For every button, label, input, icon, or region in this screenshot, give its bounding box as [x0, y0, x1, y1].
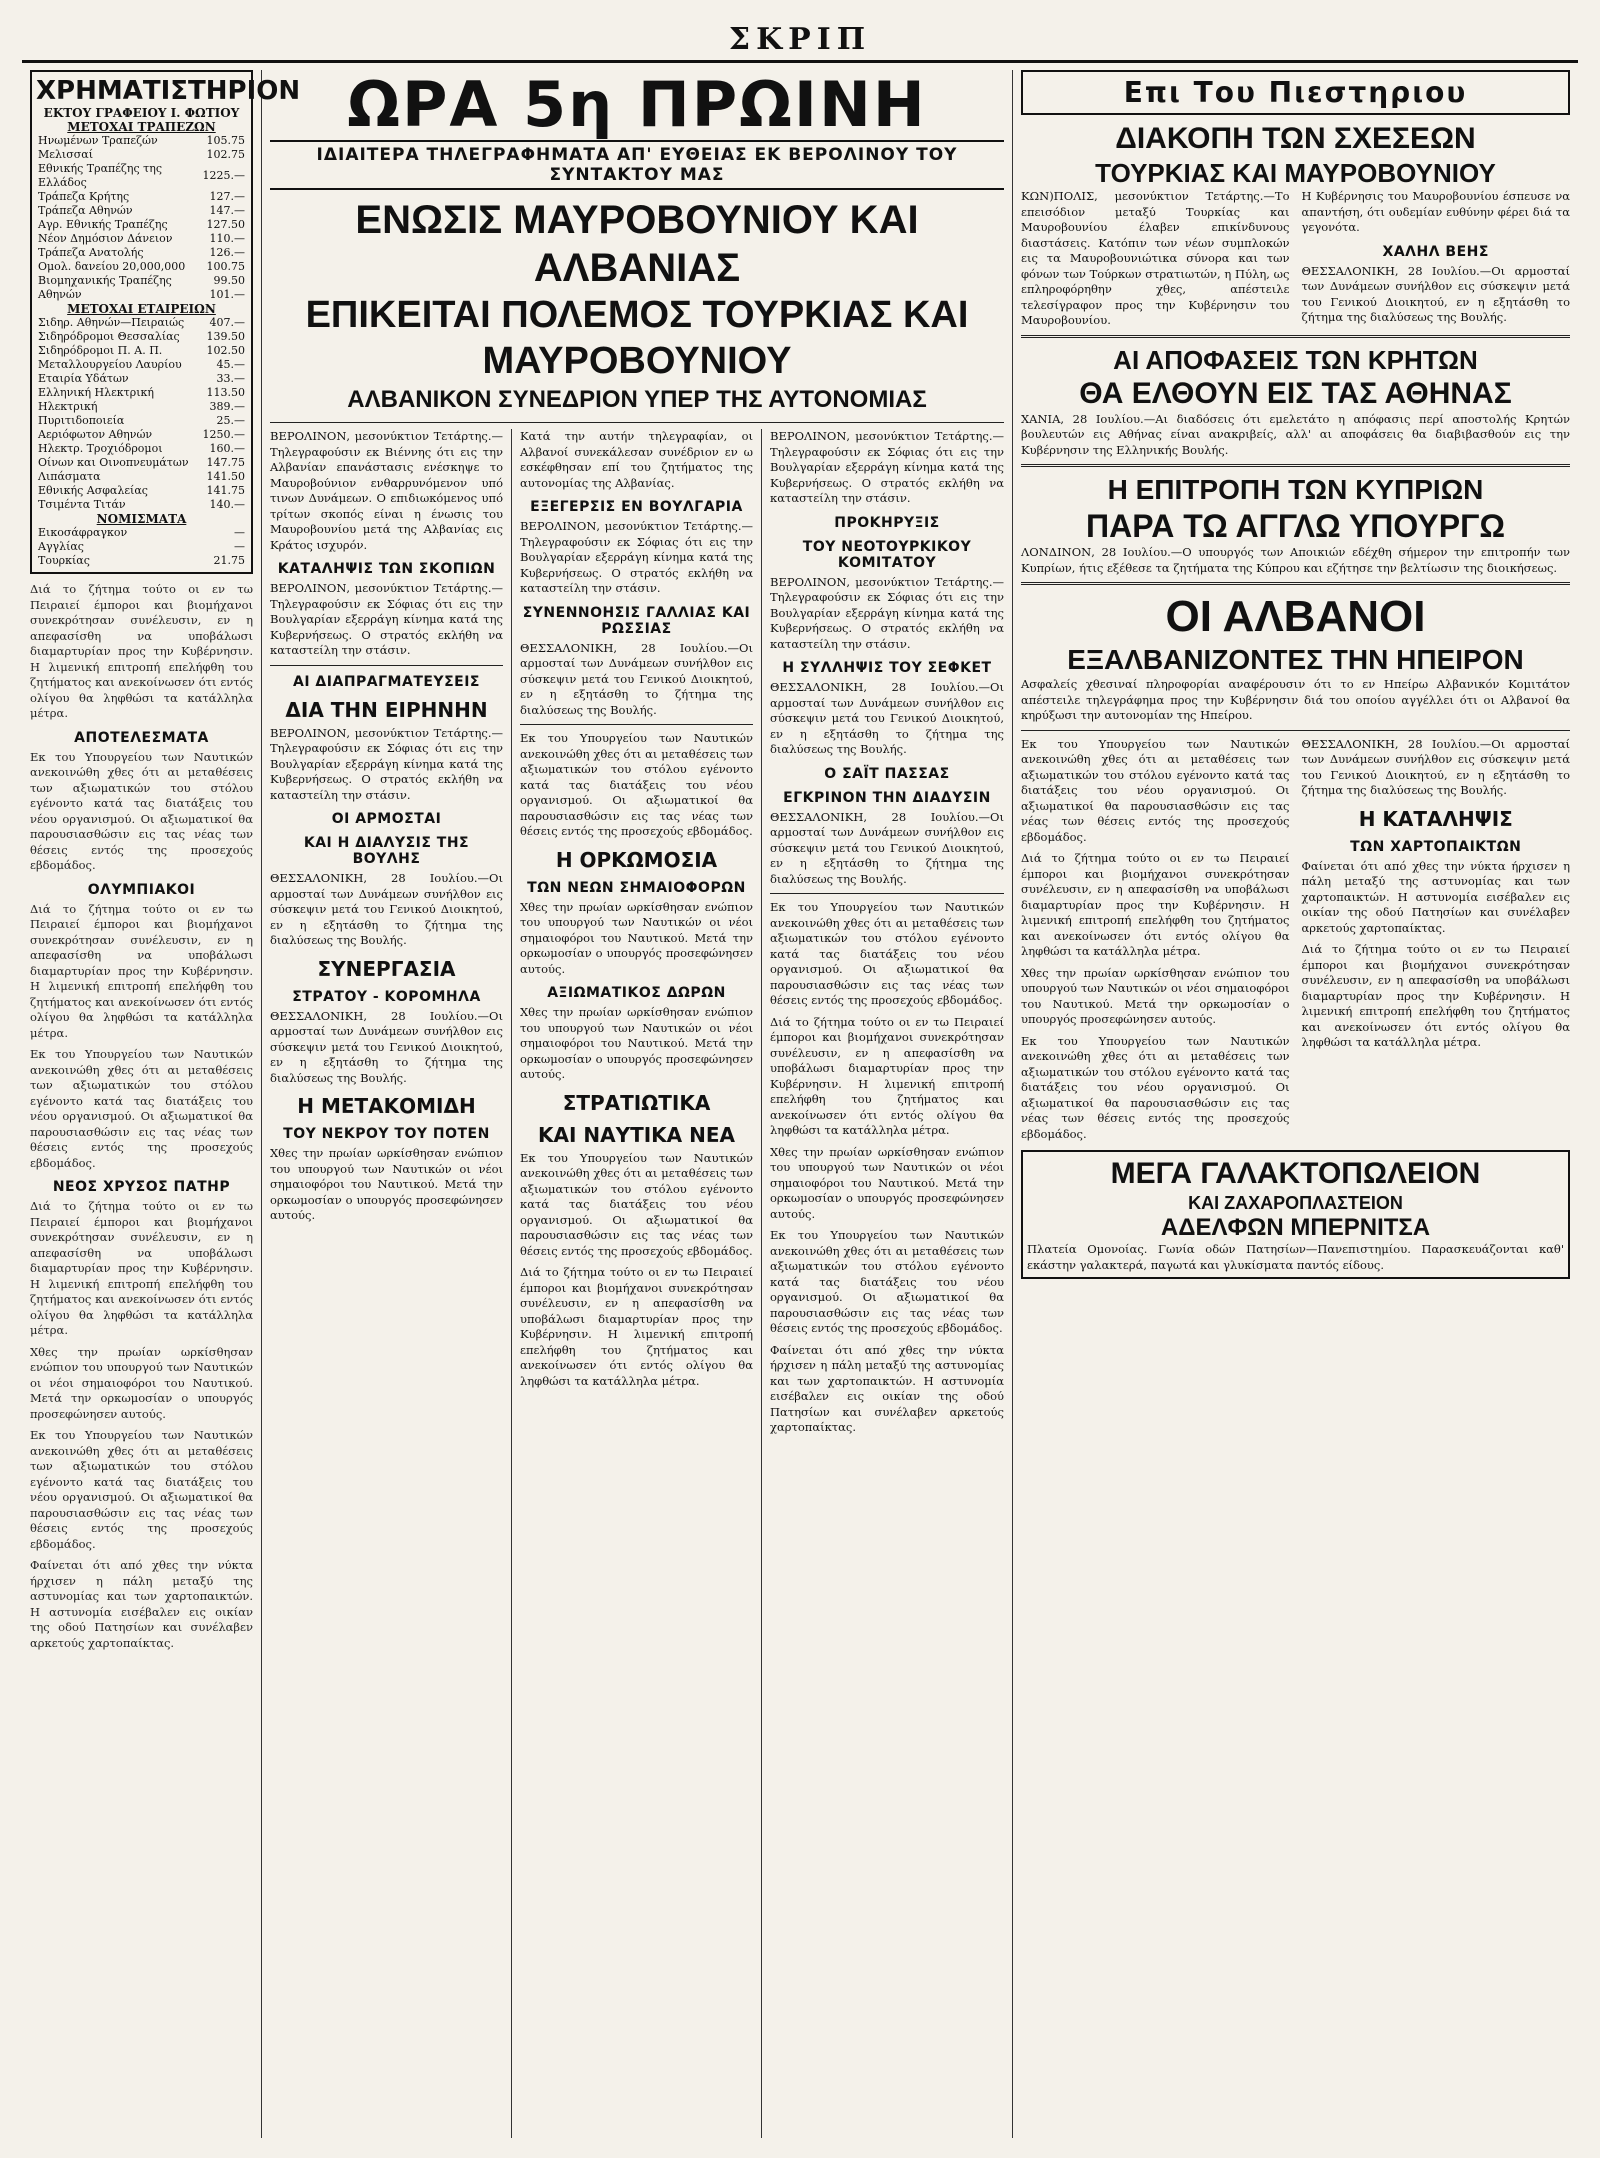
market-row — [36, 358, 247, 372]
market-value: — — [234, 526, 245, 539]
market-row — [36, 456, 247, 470]
lead-banner: ΙΔΙΑΙΤΕΡΑ ΤΗΛΕΓΡΑΦΗΜΑΤΑ ΑΠ' ΕΥΘΕΙΑΣ ΕΚ ΒΕΡΟΛΙΝΟΥ ΤΟΥ ΣΥΝΤΑΚΤΟΥ ΜΑΣ — [270, 140, 1004, 190]
crete-text: ΧΑΝΙΑ, 28 Ιουλίου.—Αι διαδόσεις ότι εμελετάτο η απόφασις περί αποστολής Κρητών βουλευτών εις Αθήνας είναι ανακριβείς, αλλ' αι αποφάσεις θα διαβιβασθούν εις την Κυβέρνησιν της Ελληνικής Βουλής. — [1021, 411, 1570, 457]
headline-metakomidi-a: Η ΜΕΤΑΚΟΜΙΔΗ — [297, 1094, 476, 1118]
lead-headline-2: ΕΠΙΚΕΙΤΑΙ ΠΟΛΕΜΟΣ ΤΟΥΡΚΙΑΣ ΚΑΙ ΜΑΥΡΟΒΟΥΝΙΟΥ — [305, 294, 969, 382]
article-text: Εκ του Υπουργείου των Ναυτικών ανεκοινώθη χθες ότι αι μεταθέσεις των αξιωματικών του στόλου εγένοντο κατά τας διατάξεις του νέου οργανισμού. Οι αξιωματικοί θα παρουσιασθώσιν εις τας νέας των θέσεις εντός της προσεχούς εβδομάδος. — [30, 749, 253, 872]
market-name: Ομολ. δανείου 20,000,000 — [38, 260, 186, 273]
market-name: Μεταλλουργείου Λαυρίου — [38, 358, 182, 371]
market-row — [36, 540, 247, 554]
market-value: 105.75 — [206, 134, 245, 147]
article-text: ΘΕΣΣΑΛΟΝΙΚΗ, 28 Ιουλίου.—Οι αρμοσταί των Δυνάμεων συνήλθον εις σύσκεψιν μετά του Γενικού Διοικητού, εν η εξητάσθη το ζήτημα της διαλύσεως της Βουλής. — [1301, 263, 1570, 324]
headline-metakomidi-b: ΤΟΥ ΝΕΚΡΟΥ ΤΟΥ ΠΟΤΕΝ — [283, 1126, 490, 1142]
market-row — [36, 386, 247, 400]
market-value: 33.— — [216, 372, 245, 385]
article-text: ΒΕΡΟΛΙΝΟΝ, μεσονύκτιον Τετάρτης.—Τηλεγραφούσιν εκ Σόφιας ότι εις την Βουλγαρίαν εξερράγη κίνημα κατά της Κυβερνήσεως. Ο στρατός εκλήθη να καταστείλη την στάσιν. — [270, 581, 503, 657]
market-value: 101.— — [209, 288, 245, 301]
albanians-text: Ασφαλείς χθεσιναί πληροφορίαι αναφέρουσιν ότι το εν Ηπείρω Αλβανικόν Κομιτάτον απέστειλε τηλεγράφημα προς την Κυβέρνησιν διά του οποίου αγγέλλει ότι οι Αλβανοί θα κηρύξωσι την αυτονομίαν της Ηπείρου. — [1021, 677, 1570, 722]
market-value: 127.50 — [206, 218, 245, 231]
headline-armostai-a: ΟΙ ΑΡΜΟΣΤΑΙ — [331, 811, 442, 827]
market-name: Εταιρία Υδάτων — [38, 372, 129, 385]
market-row — [36, 134, 247, 148]
market-name: Ηλεκτρική — [38, 400, 98, 413]
headline-synergasia-a: ΣΥΝΕΡΓΑΣΙΑ — [317, 956, 456, 981]
ad-text: Πλατεία Ομονοίας. Γωνία οδών Πατησίων—Πανεπιστημίου. Παρασκευάζονται καθ' εκάστην γαλακτερά, παγωτά και γλυκίσματα παντός είδους. — [1027, 1242, 1564, 1272]
market-name: Τράπεζα Ανατολής — [38, 246, 144, 259]
market-row — [36, 274, 247, 288]
market-name: Αγρ. Εθνικής Τραπέζης — [38, 218, 168, 231]
article-text: ΘΕΣΣΑΛΟΝΙΚΗ, 28 Ιουλίου.—Οι αρμοσταί των Δυνάμεων συνήλθον εις σύσκεψιν μετά του Γενικού Διοικητού, εν η εξητάσθη το ζήτημα της διαλύσεως της Βουλής. — [770, 809, 1004, 886]
market-name: Σιδηρόδρομοι Θεσσαλίας — [38, 330, 180, 343]
lead-columns — [262, 429, 1012, 2138]
albanians-headline-a: ΟΙ ΑΛΒΑΝΟΙ — [1165, 592, 1426, 641]
cyprus-headline-b: ΠΑΡΑ ΤΩ ΑΓΓΛΩ ΥΠΟΥΡΓΩ — [1086, 508, 1505, 544]
market-value: 45.— — [216, 358, 245, 371]
article-text: Διά το ζήτημα τούτο οι εν τω Πειραιεί έμποροι και βιομήχανοι συνεκρότησαν συνέλευσιν, εν η απεφασίσθη να υποβάλωσι διαμαρτυρίαν προς την Κυβέρνησιν. Η λιμενική επιτροπή επελήφθη του ζητήματος και ανεκοίνωσεν ότι εντός ολίγου θα ληφθώσι τα κατάλληλα μέτρα. — [1021, 851, 1290, 958]
article-text: Χθες την πρωίαν ωρκίσθησαν ενώπιον του υπουργού των Ναυτικών οι νέοι σημαιοφόροι του Ναυτικού. Μετά την ορκωμοσίαν ο υπουργός προσεφώνησεν αυτούς. — [520, 1005, 753, 1081]
market-value: 160.— — [209, 442, 245, 455]
lead-area — [262, 70, 1013, 2138]
headline-france: ΣΥΝΕΝΝΟΗΣΙΣ ΓΑΛΛΙΑΣ ΚΑΙ ΡΩΣΣΙΑΣ — [522, 604, 751, 637]
market-name: Αγγλίας — [38, 540, 84, 553]
market-value: 141.50 — [206, 470, 245, 483]
market-box — [30, 70, 301, 574]
column-3 — [512, 429, 762, 2138]
market-name: Μελισσαί — [38, 148, 94, 161]
article-text: Διά το ζήτημα τούτο οι εν τω Πειραιεί έμποροι και βιομήχανοι συνεκρότησαν συνέλευσιν, εν η απεφασίσθη να υποβάλωσι διαμαρτυρίαν προς την Κυβέρνησιν. Η λιμενική επιτροπή επελήφθη του ζητήματος και ανεκοίνωσεν ότι εντός ολίγου θα ληφθώσι τα κατάλληλα μέτρα. — [1301, 942, 1570, 1049]
article-text: Φαίνεται ότι από χθες την νύκτα ήρχισεν η πάλη μεταξύ της αστυνομίας και των χαρτοπαικτών. Η αστυνομία εισέβαλεν εις οικίαν της οδού Πατησίων και συνέλαβεν αρκετούς χαρτοπαίκτας. — [30, 1558, 253, 1650]
column-market — [22, 70, 301, 2138]
article-text: Εκ του Υπουργείου των Ναυτικών ανεκοινώθη χθες ότι αι μεταθέσεις των αξιωματικών του στόλου εγένοντο κατά τας διατάξεις του νέου οργανισμού. Οι αξιωματικοί θα παρουσιασθώσιν εις τας νέας των θέσεις εντός της προσεχούς εβδομάδος. — [520, 1150, 753, 1258]
article-text: Χθες την πρωίαν ωρκίσθησαν ενώπιον του υπουργού των Ναυτικών οι νέοι σημαιοφόροι του Ναυτικού. Μετά την ορκωμοσίαν ο υπουργός προσεφώνησεν αυτούς. — [1021, 965, 1290, 1026]
article-text: ΒΕΡΟΛΙΝΟΝ, μεσονύκτιον Τετάρτης.—Τηλεγραφούσιν εκ Σόφιας ότι εις την Βουλγαρίαν εξερράγη κίνημα κατά της Κυβερνήσεως. Ο στρατός εκλήθη να καταστείλη την στάσιν. — [770, 574, 1004, 651]
article-text: Εκ του Υπουργείου των Ναυτικών ανεκοινώθη χθες ότι αι μεταθέσεις των αξιωματικών του στόλου εγένοντο κατά τας διατάξεις του νέου οργανισμού. Οι αξιωματικοί θα παρουσιασθώσιν εις τας νέας των θέσεις εντός της προσεχούς εβδομάδος. — [770, 900, 1004, 1007]
right-headline-1: ΔΙΑΚΟΠΗ ΤΩΝ ΣΧΕΣΕΩΝ — [1115, 122, 1476, 155]
market-table-coins — [36, 526, 247, 568]
market-name: Νέον Δημόσιον Δάνειον — [38, 232, 173, 245]
market-row — [36, 148, 247, 162]
market-value: 25.— — [216, 414, 245, 427]
market-value: — — [234, 540, 245, 553]
ad-headline-b: ΚΑΙ ΖΑΧΑΡΟΠΛΑΣΤΕΙΟΝ — [1188, 1193, 1403, 1213]
right-lower-col-2 — [1302, 737, 1571, 1143]
market-name: Αθηνών — [38, 288, 82, 301]
ad-headline-a: ΜΕΓΑ ΓΑΛΑΚΤΟΠΩΛΕΙΟΝ — [1110, 1157, 1481, 1190]
market-name: Τουρκίας — [38, 554, 90, 567]
crete-headline-b: ΘΑ ΕΛΘΟΥΝ ΕΙΣ ΤΑΣ ΑΘΗΝΑΣ — [1079, 376, 1512, 410]
market-name: Τράπεζα Αθηνών — [38, 204, 133, 217]
article-text: Διά το ζήτημα τούτο οι εν τω Πειραιεί έμποροι και βιομήχανοι συνεκρότησαν συνέλευσιν, εν η απεφασίσθη να υποβάλωσι διαμαρτυρίαν προς την Κυβέρνησιν. Η λιμενική επιτροπή επελήφθη του ζητήματος και ανεκοίνωσεν ότι εντός ολίγου θα ληφθώσι τα κατάλληλα μέτρα. — [30, 582, 253, 720]
headline-proclamation-a: ΠΡΟΚΗΡΥΞΙΣ — [834, 514, 940, 531]
headline-olympic: ΟΛΥΜΠΙΑΚΟΙ — [87, 881, 196, 898]
market-section-banks: ΜΕΤΟΧΑΙ ΤΡΑΠΕΖΩΝ — [67, 120, 216, 134]
right-split-col — [1302, 189, 1571, 329]
article-text: Χθες την πρωίαν ωρκίσθησαν ενώπιον του υπουργού των Ναυτικών οι νέοι σημαιοφόροι του Ναυτικού. Μετά την ορκωμοσίαν ο υπουργός προσεφώνησεν αυτούς. — [270, 1146, 503, 1222]
article-text: ΒΕΡΟΛΙΝΟΝ, μεσονύκτιον Τετάρτης.—Τηλεγραφούσιν εκ Σόφιας ότι εις την Βουλγαρίαν εξερράγη κίνημα κατά της Κυβερνήσεως. Ο στρατός εκλήθη να καταστείλη την στάσιν. — [770, 429, 1004, 505]
right-banner: Επι Του Πιεστηριου — [1021, 70, 1570, 115]
market-value: 407.— — [209, 316, 245, 329]
right-headline-2: ΤΟΥΡΚΙΑΣ ΚΑΙ ΜΑΥΡΟΒΟΥΝΙΟΥ — [1095, 158, 1496, 188]
article-text: Εκ του Υπουργείου των Ναυτικών ανεκοινώθη χθες ότι αι μεταθέσεις των αξιωματικών του στόλου εγένοντο κατά τας διατάξεις του νέου οργανισμού. Οι αξιωματικοί θα παρουσιασθώσιν εις τας νέας των θέσεις εντός της προσεχούς εβδομάδος. — [30, 1047, 253, 1170]
cyprus-text: ΛΟΝΔΙΝΟΝ, 28 Ιουλίου.—Ο υπουργός των Αποικιών εδέχθη σήμερον την επιτροπήν των Κυπρίων, ήτις εξέθεσε τα ζητήματα της Κύπρου και εζήτησε την βελτίωσιν της διοικήσεως. — [1021, 545, 1570, 575]
article-text: ΘΕΣΣΑΛΟΝΙΚΗ, 28 Ιουλίου.—Οι αρμοσταί των Δυνάμεων συνήλθον εις σύσκεψιν μετά του Γενικού Διοικητού, εν η εξητάσθη το ζήτημα της διαλύσεως της Βουλής. — [270, 1008, 503, 1085]
column-4 — [762, 429, 1012, 2138]
market-row — [36, 372, 247, 386]
article-text: ΘΕΣΣΑΛΟΝΙΚΗ, 28 Ιουλίου.—Οι αρμοσταί των Δυνάμεων συνήλθον εις σύσκεψιν μετά του Γενικού Διοικητού, εν η εξητάσθη το ζήτημα της διαλύσεως της Βουλής. — [1301, 736, 1570, 797]
market-row — [36, 218, 247, 232]
market-name: Λιπάσματα — [38, 470, 101, 483]
headline-new-gold: ΝΕΟΣ ΧΡΥΣΟΣ ΠΑΤΗΡ — [52, 1179, 231, 1195]
headline-kataleipsis-b: ΤΩΝ ΧΑΡΤΟΠΑΙΚΤΩΝ — [1350, 838, 1522, 855]
market-section-coins: ΝΟΜΙΣΜΑΤΑ — [96, 512, 187, 526]
headline-doron: ΑΞΙΩΜΑΤΙΚΟΣ ΔΩΡΩΝ — [547, 985, 726, 1001]
market-name: Εικοσάφραγκον — [38, 526, 128, 539]
lead-headline-1: ΕΝΩΣΙΣ ΜΑΥΡΟΒΟΥΝΙΟΥ ΚΑΙ ΑΛΒΑΝΙΑΣ — [355, 198, 919, 290]
market-row — [36, 498, 247, 512]
headline-armostai-b: ΚΑΙ Η ΔΙΑΛΥΣΙΣ ΤΗΣ ΒΟΥΛΗΣ — [303, 835, 470, 867]
market-row — [36, 260, 247, 274]
market-value: 147.75 — [206, 456, 245, 469]
headline-skopia: ΚΑΤΑΛΗΨΙΣ ΤΩΝ ΣΚΟΠΙΩΝ — [277, 561, 496, 577]
market-name: Πυριτιδοποιεία — [38, 414, 125, 427]
market-value: 389.— — [209, 400, 245, 413]
market-value: 100.75 — [206, 260, 245, 273]
market-name: Ελληνική Ηλεκτρική — [38, 386, 154, 399]
headline-saitpasas-a: Ο ΣΑΪΤ ΠΑΣΣΑΣ — [824, 765, 950, 782]
headline-negotiations-b: ΔΙΑ ΤΗΝ ΕΙΡΗΝΗΝ — [285, 697, 488, 722]
right-text-1: ΚΩΝ)ΠΟΛΙΣ, μεσονύκτιον Τετάρτης.—Το επεισόδιον μεταξύ Τουρκίας και Μαυροβουνίου έλαβεν επικίνδυνους διαστάσεις. Κατόπιν των νέων συμπλοκών εις τα Μαυροβουνιώτικα σύνορα και των φόνων των Τούρκων στρατιωτών, η Πύλη, ως επληροφόρηθην χθες, απέστειλε τελεσίγραφον προς την Κυβέρνησιν του Μαυροβουνίου. — [1021, 189, 1290, 327]
market-row — [36, 330, 247, 344]
market-section-companies: ΜΕΤΟΧΑΙ ΕΤΑΙΡΕΙΩΝ — [67, 302, 216, 316]
market-row — [36, 442, 247, 456]
headline-orkomosia-b: ΤΩΝ ΝΕΩΝ ΣΗΜΑΙΟΦΟΡΩΝ — [527, 879, 746, 896]
article-text: Διά το ζήτημα τούτο οι εν τω Πειραιεί έμποροι και βιομήχανοι συνεκρότησαν συνέλευσιν, εν η απεφασίσθη να υποβάλωσι διαμαρτυρίαν προς την Κυβέρνησιν. Η λιμενική επιτροπή επελήφθη του ζητήματος και ανεκοίνωσεν ότι εντός ολίγου θα ληφθώσι τα κατάλληλα μέτρα. — [520, 1265, 753, 1388]
market-name: Σιδηρ. Αθηνών—Πειραιώς — [38, 316, 185, 329]
article-text: Χθες την πρωίαν ωρκίσθησαν ενώπιον του υπουργού των Ναυτικών οι νέοι σημαιοφόροι του Ναυτικού. Μετά την ορκωμοσίαν ο υπουργός προσεφώνησεν αυτούς. — [520, 899, 753, 976]
market-table-banks — [36, 134, 247, 302]
column-right — [1013, 70, 1578, 2138]
article-text: Εκ του Υπουργείου των Ναυτικών ανεκοινώθη χθες ότι αι μεταθέσεις των αξιωματικών του στόλου εγένοντο κατά τας διατάξεις του νέου οργανισμού. Οι αξιωματικοί θα παρουσιασθώσιν εις τας νέας των θέσεις εντός της προσεχούς εβδομάδος. — [770, 1228, 1004, 1335]
market-row — [36, 554, 247, 568]
article-text: Διά το ζήτημα τούτο οι εν τω Πειραιεί έμποροι και βιομήχανοι συνεκρότησαν συνέλευσιν, εν η απεφασίσθη να υποβάλωσι διαμαρτυρίαν προς την Κυβέρνησιν. Η λιμενική επιτροπή επελήφθη του ζητήματος και ανεκοίνωσεν ότι εντός ολίγου θα ληφθώσι τα κατάλληλα μέτρα. — [770, 1014, 1004, 1137]
headline-synergasia-b: ΣΤΡΑΤΟΥ - ΚΟΡΟΜΗΛΑ — [292, 988, 481, 1005]
market-name: Ηλεκτρ. Τροχιόδρομοι — [38, 442, 163, 455]
market-value: 102.75 — [206, 148, 245, 161]
market-value: 141.75 — [206, 484, 245, 497]
article-text: ΘΕΣΣΑΛΟΝΙΚΗ, 28 Ιουλίου.—Οι αρμοσταί των Δυνάμεων συνήλθον εις σύσκεψιν μετά του Γενικού Διοικητού, εν η εξητάσθη το ζήτημα της διαλύσεως της Βουλής. — [520, 640, 753, 717]
market-name: Βιομηχανικής Τραπέζης — [38, 274, 172, 287]
market-value: 99.50 — [213, 274, 245, 287]
headline-kataleipsis-a: Η ΚΑΤΑΛΗΨΙΣ — [1358, 806, 1513, 831]
market-subtitle: ΕΚΤΟΥ ΓΡΑΦΕΙΟΥ Ι. ΦΩΤΙΟΥ — [43, 106, 240, 120]
article-text: ΘΕΣΣΑΛΟΝΙΚΗ, 28 Ιουλίου.—Οι αρμοσταί των Δυνάμεων συνήλθον εις σύσκεψιν μετά του Γενικού Διοικητού, εν η εξητάσθη το ζήτημα της διαλύσεως της Βουλής. — [270, 871, 503, 947]
article-text: Χθες την πρωίαν ωρκίσθησαν ενώπιον του υπουργού των Ναυτικών οι νέοι σημαιοφόροι του Ναυτικού. Μετά την ορκωμοσίαν ο υπουργός προσεφώνησεν αυτούς. — [30, 1344, 253, 1421]
market-row — [36, 526, 247, 540]
headline-sefket: Η ΣΥΛΛΗΨΙΣ ΤΟΥ ΣΕΦΚΕΤ — [782, 660, 992, 676]
market-title: ΧΡΗΜΑΤΙΣΤΗΡΙΟΝ — [36, 76, 301, 106]
article-text: Φαίνεται ότι από χθες την νύκτα ήρχισεν η πάλη μεταξύ της αστυνομίας και των χαρτοπαικτών. Η αστυνομία εισέβαλεν εις οικίαν της οδού Πατησίων και συνέλαβεν αρκετούς χαρτοπαίκτας. — [770, 1342, 1004, 1434]
market-name: Σιδηρόδρομοι Π. Α. Π. — [38, 344, 163, 357]
market-value: 1225.— — [202, 169, 245, 182]
market-row — [36, 162, 247, 190]
advertisement — [1021, 1150, 1570, 1279]
market-row — [36, 288, 247, 302]
market-name: Οίνων και Οινοπνευμάτων — [38, 456, 189, 469]
market-row — [36, 470, 247, 484]
market-value: 21.75 — [213, 554, 245, 567]
market-value: 140.— — [209, 498, 245, 511]
market-name: Ηνωμένων Τραπεζών — [38, 134, 158, 147]
market-row — [36, 484, 247, 498]
article-text: Εκ του Υπουργείου των Ναυτικών ανεκοινώθη χθες ότι αι μεταθέσεις των αξιωματικών του στόλου εγένοντο κατά τας διατάξεις του νέου οργανισμού. Οι αξιωματικοί θα παρουσιασθώσιν εις τας νέας των θέσεις εντός της προσεχούς εβδομάδος. — [30, 1428, 253, 1551]
market-value: 147.— — [209, 204, 245, 217]
market-name: Εθνικής Ασφαλείας — [38, 484, 148, 497]
market-name: Τσιμέντα Τιτάν — [38, 498, 126, 511]
headline-stratiotika-b: ΚΑΙ ΝΑΥΤΙΚΑ ΝΕΑ — [538, 1122, 735, 1147]
market-value: 139.50 — [206, 330, 245, 343]
market-row — [36, 246, 247, 260]
article-text: ΘΕΣΣΑΛΟΝΙΚΗ, 28 Ιουλίου.—Οι αρμοσταί των Δυνάμεων συνήλθον εις σύσκεψιν μετά του Γενικού Διοικητού, εν η εξητάσθη το ζήτημα της διαλύσεως της Βουλής. — [770, 680, 1004, 756]
headline-apotelesmata: ΑΠΟΤΕΛΕΣΜΑΤΑ — [74, 729, 209, 746]
article-text: Εκ του Υπουργείου των Ναυτικών ανεκοινώθη χθες ότι αι μεταθέσεις των αξιωματικών του στόλου εγένοντο κατά τας διατάξεις του νέου οργανισμού. Οι αξιωματικοί θα παρουσιασθώσιν εις τας νέας των θέσεις εντός της προσεχούς εβδομάδος. — [520, 731, 753, 838]
headline-saitpasas-b: ΕΓΚΡΙΝΟΝ ΤΗΝ ΔΙΑΔΥΣΙΝ — [783, 789, 991, 806]
article-text: ΒΕΡΟΛΙΝΟΝ, μεσονύκτιον Τετάρτης.—Τηλεγραφούσιν εκ Σόφιας ότι εις την Βουλγαρίαν εξερράγη κίνημα κατά της Κυβερνήσεως. Ο στρατός εκλήθη να καταστείλη την στάσιν. — [520, 519, 753, 595]
lead-text-1: ΒΕΡΟΛΙΝΟΝ, μεσονύκτιον Τετάρτης.—Τηλεγραφούσιν εκ Βιέννης ότι εις την Αλβανίαν επανάστασις ενέσκηψε το Μαυροβούνιον ενθαρρυνόμενον υπό τινων Δυνάμεων. Ο επιδιωκόμενος υπό τρίτων σκοπός είναι η ένωσις του Μαυροβουνίου μετά της Αλβανίας εις Κράτος ισχυρόν. — [270, 429, 503, 552]
masthead: ΣΚΡΙΠ — [22, 20, 1578, 63]
market-name: Αεριόφωτον Αθηνών — [38, 428, 153, 441]
crete-headline-a: ΑΙ ΑΠΟΦΑΣΕΙΣ ΤΩΝ ΚΡΗΤΩΝ — [1113, 344, 1478, 375]
column-2 — [262, 429, 512, 2138]
ad-headline-c: ΑΔΕΛΦΩΝ ΜΠΕΡΝΙΤΣΑ — [1160, 1214, 1431, 1241]
right-lower-split — [1021, 737, 1570, 1143]
lead-text-2: Κατά την αυτήν τηλεγραφίαν, οι Αλβανοί συνεκάλεσαν συνέδριον εν ω εσκέφθησαν επί του ζητήματος της αυτονομίας της Αλβανίας. — [520, 429, 753, 490]
market-row — [36, 232, 247, 246]
article-text: Εκ του Υπουργείου των Ναυτικών ανεκοινώθη χθες ότι αι μεταθέσεις των αξιωματικών του στόλου εγένοντο κατά τας διατάξεις του νέου οργανισμού. Οι αξιωματικοί θα παρουσιασθώσιν εις τας νέας των θέσεις εντός της προσεχούς εβδομάδος. — [1021, 1033, 1290, 1141]
article-text: Διά το ζήτημα τούτο οι εν τω Πειραιεί έμποροι και βιομήχανοι συνεκρότησαν συνέλευσιν, εν η απεφασίσθη να υποβάλωσι διαμαρτυρίαν προς την Κυβέρνησιν. Η λιμενική επιτροπή επελήφθη του ζητήματος και ανεκοίνωσεν ότι εντός ολίγου θα ληφθώσι τα κατάλληλα μέτρα. — [30, 901, 253, 1040]
article-text: Διά το ζήτημα τούτο οι εν τω Πειραιεί έμποροι και βιομήχανοι συνεκρότησαν συνέλευσιν, εν η απεφασίσθη να υποβάλωσι διαμαρτυρίαν προς την Κυβέρνησιν. Η λιμενική επιτροπή επελήφθη του ζητήματος και ανεκοίνωσεν ότι εντός ολίγου θα ληφθώσι τα κατάλληλα μέτρα. — [30, 1199, 253, 1337]
headline-negotiations-a: ΑΙ ΔΙΑΠΡΑΓΜΑΤΕΥΣΕΙΣ — [293, 673, 480, 690]
columns — [22, 70, 1578, 2138]
market-name: Εθνικής Τραπέζης της Ελλάδος — [38, 162, 162, 189]
right-lower-col-1 — [1021, 737, 1290, 1143]
right-subhead: ΧΑΛΗΛ ΒΕΗΣ — [1382, 243, 1489, 260]
headline-bulgaria: ΕΞΕΓΕΡΣΙΣ ΕΝ ΒΟΥΛΓΑΡΙΑ — [530, 499, 743, 515]
market-row — [36, 428, 247, 442]
lead-title: ΩΡΑ 5η ΠΡΩΙΝΗ — [347, 68, 927, 141]
lead-header — [262, 70, 1012, 429]
albanians-headline-b: ΕΞΑΛΒΑΝΙΖΟΝΤΕΣ ΤΗΝ ΗΠΕΙΡΟΝ — [1067, 644, 1524, 675]
market-table-companies — [36, 316, 247, 512]
article-text: Εκ του Υπουργείου των Ναυτικών ανεκοινώθη χθες ότι αι μεταθέσεις των αξιωματικών του στόλου εγένοντο κατά τας διατάξεις του νέου οργανισμού. Οι αξιωματικοί θα παρουσιασθώσιν εις τας νέας των θέσεις εντός της προσεχούς εβδομάδος. — [1021, 736, 1290, 844]
market-value: 1250.— — [202, 428, 245, 441]
headline-stratiotika-a: ΣΤΡΑΤΙΩΤΙΚΑ — [562, 1090, 711, 1115]
market-row — [36, 344, 247, 358]
cyprus-headline-a: Η ΕΠΙΤΡΟΠΗ ΤΩΝ ΚΥΠΡΙΩΝ — [1107, 474, 1484, 505]
market-name: Τράπεζα Κρήτης — [38, 190, 130, 203]
market-value: 102.50 — [206, 344, 245, 357]
right-split — [1021, 189, 1570, 329]
headline-orkomosia-a: Η ΟΡΚΩΜΟΣΙΑ — [555, 847, 718, 872]
market-row — [36, 190, 247, 204]
market-row — [36, 316, 247, 330]
lead-headline-3: ΑΛΒΑΝΙΚΟΝ ΣΥΝΕΔΡΙΟΝ ΥΠΕΡ ΤΗΣ ΑΥΤΟΝΟΜΙΑΣ — [347, 386, 927, 413]
article-text: Φαίνεται ότι από χθες την νύκτα ήρχισεν η πάλη μεταξύ της αστυνομίας και των χαρτοπαικτών. Η αστυνομία εισέβαλεν εις οικίαν της οδού Πατησίων και συνέλαβεν αρκετούς χαρτοπαίκτας. — [1301, 858, 1570, 935]
headline-proclamation-b: ΤΟΥ ΝΕΟΤΟΥΡΚΙΚΟΥ ΚΟΜΙΤΑΤΟΥ — [802, 538, 972, 571]
market-row — [36, 204, 247, 218]
market-row — [36, 400, 247, 414]
market-value: 110.— — [209, 232, 245, 245]
right-text-2: Η Κυβέρνησις του Μαυροβουνίου έσπευσε να απαντήση, ότι ουδεμίαν ευθύνην φέρει διά τα γεγονότα. — [1301, 189, 1570, 234]
market-value: 127.— — [209, 190, 245, 203]
article-text: ΒΕΡΟΛΙΝΟΝ, μεσονύκτιον Τετάρτης.—Τηλεγραφούσιν εκ Σόφιας ότι εις την Βουλγαρίαν εξερράγη κίνημα κατά της Κυβερνήσεως. Ο στρατός εκλήθη να καταστείλη την στάσιν. — [270, 725, 503, 802]
market-value: 126.— — [209, 246, 245, 259]
market-value: 113.50 — [206, 386, 245, 399]
market-row — [36, 414, 247, 428]
article-text: Χθες την πρωίαν ωρκίσθησαν ενώπιον του υπουργού των Ναυτικών οι νέοι σημαιοφόροι του Ναυτικού. Μετά την ορκωμοσίαν ο υπουργός προσεφώνησεν αυτούς. — [770, 1144, 1004, 1221]
